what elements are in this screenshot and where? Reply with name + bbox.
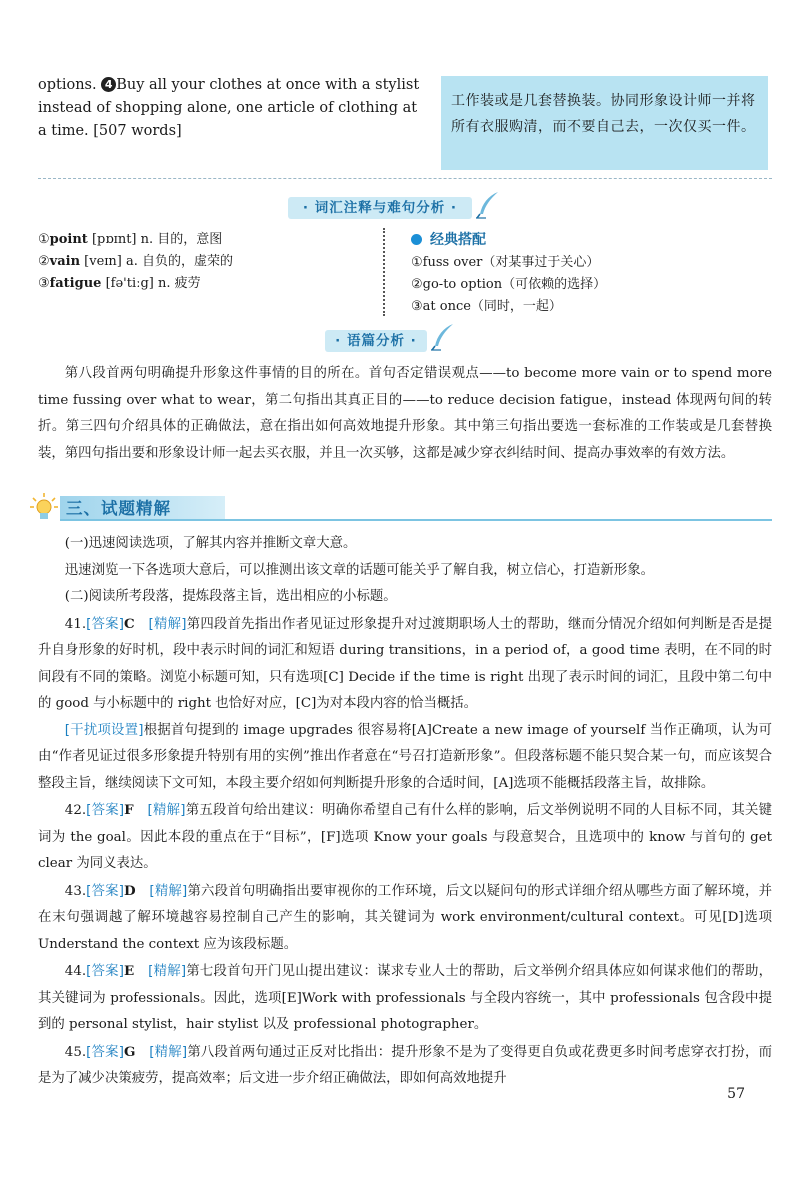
vocab-item: ②vain [veɪn] a. 自负的，虚荣的 bbox=[38, 254, 234, 269]
page-number: 57 bbox=[727, 1086, 745, 1102]
collocation-item: ②go-to option（可依赖的选择） bbox=[411, 277, 607, 292]
answer-43: 43.[答案]D [精解]第六段首句明确指出要审视你的工作环境，后文以疑问句的形式详细介绍从哪些方面了解环境，并在末句强调越了解环境越容易控制自己产生的影响，其关键词为 work environment/cultural context。可见[D]选项 Understand the context 应为该段标题。 bbox=[38, 882, 773, 952]
sentence-marker-4: 4 bbox=[101, 77, 116, 92]
analysis-banner: · 语篇分析 · bbox=[325, 330, 427, 352]
answers-body bbox=[38, 531, 772, 1093]
answer-44: 44.[答案]E [精解]第七段首句开门见山提出建议：谋求专业人士的帮助，后文举例介绍具体应如何谋求他们的帮助，其关键词为 professionals。因此，选项[E]Work with professionals 与全段内容统一，其中 professionals 包含段中提到的 personal stylist，hair stylist 以及 professional photographer。 bbox=[38, 963, 773, 1032]
collocation-title: 经典搭配 bbox=[430, 232, 486, 248]
distractor-41: [干扰项设置]根据首句提到的 image upgrades 很容易将[A]Create a new image of yourself 当作正确项，认为可由“作者见证过很多形象提升特别有用的实例”推出作者意在“号召打造新形象”。但段落标题不能只契合某一句，而应该契合整段主旨，继续阅读下文可知，本段主要介绍如何判断提升形象的合适时间，[A]选项不能概括段落主旨，故排除。 bbox=[38, 722, 772, 791]
divider-dashed bbox=[38, 178, 772, 179]
translation-text: 工作装或是几套替换装。协同形象设计师一并将所有衣服购清，而不要自己去，一次仅买一件。 bbox=[451, 93, 756, 135]
vocab-list bbox=[38, 229, 368, 295]
vocab-item: ①point [pɒɪnt] n. 目的，意图 bbox=[38, 232, 223, 247]
translation-box bbox=[441, 76, 768, 170]
section-title: 三、试题精解 bbox=[66, 499, 171, 518]
quill-icon bbox=[429, 322, 457, 352]
quill-icon bbox=[474, 190, 502, 220]
section-header bbox=[30, 492, 772, 522]
answer-41: 41.[答案]C [精解]第四段首先指出作者见证过形象提升对过渡期职场人士的帮助，继而分情况介绍如何判断是否是提升自身形象的好时机，段中表示时间的词汇和短语 during transitions，in a period of，a good time 表明，在不同的时间段有不同的策略。浏览小标题可知，只有选项[C] Decide if the time is right 出现了表示时间的词汇，且段中第二句中的 good 与小标题中的 right 也恰好对应，[C]为对本段内容的恰当概括。 bbox=[38, 615, 773, 711]
collocation-item: ①fuss over（对某事过于关心） bbox=[411, 255, 600, 270]
collocation-list bbox=[411, 229, 771, 318]
passage-excerpt bbox=[38, 74, 430, 143]
analysis-paragraph: 第八段首两句明确提升形象这件事情的目的所在。首句否定错误观点——to become more vain or to spend more time fussing over what to wear，第二句指出其真正目的——to reduce decision fatigue，instead 体现两句间的转折。第三四句介绍具体的正确做法，意在指出如何高效地提升形象。其中第三句指出要选一套标准的工作装或是几套替换装，第四句指出要和形象设计师一起去买衣服，并且一次买够，这都是减少穿衣纠结时间、提高办事效率的有效方法。 bbox=[38, 366, 772, 461]
collocation-item: ③at once（同时，一起） bbox=[411, 299, 562, 314]
step-one-detail: 迅速浏览一下各选项大意后，可以推测出该文章的话题可能关乎了解自我，树立信心，打造新形象。 bbox=[64, 562, 654, 578]
bullet-dot-icon bbox=[411, 234, 422, 245]
lightbulb-icon bbox=[30, 492, 58, 522]
step-two: (二)阅读所考段落，提炼段落主旨，选出相应的小标题。 bbox=[64, 589, 397, 604]
answer-45: 45.[答案]G [精解]第八段首两句通过正反对比指出：提升形象不是为了变得更自负或花费更多时间考虑穿衣打扮，而是为了减少决策疲劳，提高效率；后文进一步介绍正确做法，即如何高效地提升 bbox=[38, 1043, 773, 1086]
passage-lead: options. bbox=[38, 77, 97, 93]
passage-text: Buy all your clothes at once with a stylist instead of shopping alone, one article of clothing at a time. [507 words] bbox=[38, 77, 420, 139]
answer-42: 42.[答案]F [精解]第五段首句给出建议：明确你希望自己有什么样的影响，后文举例说明不同的人目标不同，其关键词为 the goal。因此本段的重点在于“目标”，[F]选项 Know your goals 与段意契合，且选项中的 know 与首句的 get clear 为同义表达。 bbox=[38, 802, 772, 871]
vocab-item: ③fatigue [fə'tiːg] n. 疲劳 bbox=[38, 276, 201, 291]
step-one: (一)迅速阅读选项，了解其内容并推断文章大意。 bbox=[64, 536, 357, 551]
vocab-banner: · 词汇注释与难句分析 · bbox=[288, 197, 472, 219]
chain-divider bbox=[383, 228, 395, 316]
